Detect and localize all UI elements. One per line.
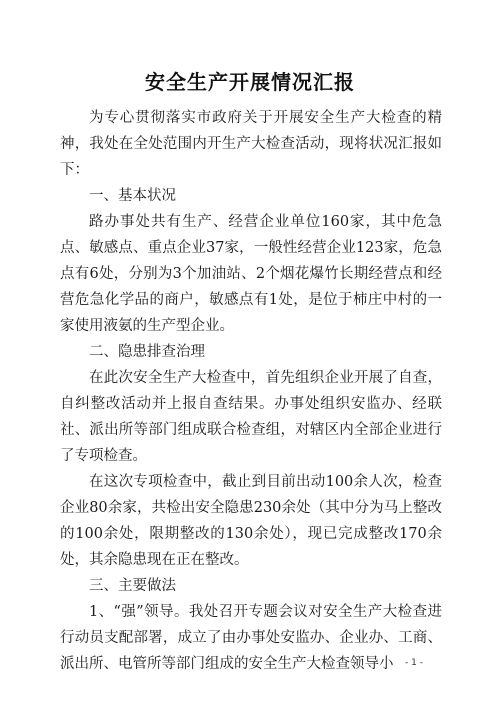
main-measures-paragraph-1: 1、“强”领导。我处召开专题会议对安全生产大检查进行动员支配部署，成立了由办事处安监办、企业办、工商、派出所、电管所等部门组成的安全生产大检查领导小: [60, 604, 442, 672]
hazard-check-paragraph-2: 在这次专项检查中，截止到目前出动100余人次，检查企业80余家，共检出安全隐患230余处（其中分为马上整改的100余处，限期整改的130余处），现已完成整改170余处，其余隐患现在正在整改。: [60, 474, 442, 568]
hazard-check-paragraph-1: 在此次安全生产大检查中，首先组织企业开展了自查，自纠整改活动并上报自查结果。办事处组织安监办、经联社、派出所等部门组成联合检查组，对辖区内全部企业进行了专项检查。: [60, 370, 442, 464]
section-heading-hazard-check: 二、隐患排查治理: [89, 344, 205, 360]
document-body: [60, 105, 442, 677]
section-heading-basic-status: 一、基本状况: [89, 188, 176, 204]
section-heading-main-measures: 三、主要做法: [89, 578, 176, 594]
basic-status-paragraph: 路办事处共有生产、经营企业单位160家，其中危急点、敏感点、重点企业37家，一般性经营企业123家，危急点有6处，分别为3个加油站、2个烟花爆竹长期经营点和经营危急化学品的商户，敏感点有1处，是位于柿庄中村的一家使用液氨的生产型企业。: [60, 214, 442, 334]
document-title: 安全生产开展情况汇报: [145, 70, 355, 94]
page-number: - 1 -: [405, 658, 423, 668]
intro-paragraph: 为专心贯彻落实市政府关于开展安全生产大检查的精神，我处在全处范围内开生产大检查活动，现将状况汇报如下：: [60, 110, 442, 178]
